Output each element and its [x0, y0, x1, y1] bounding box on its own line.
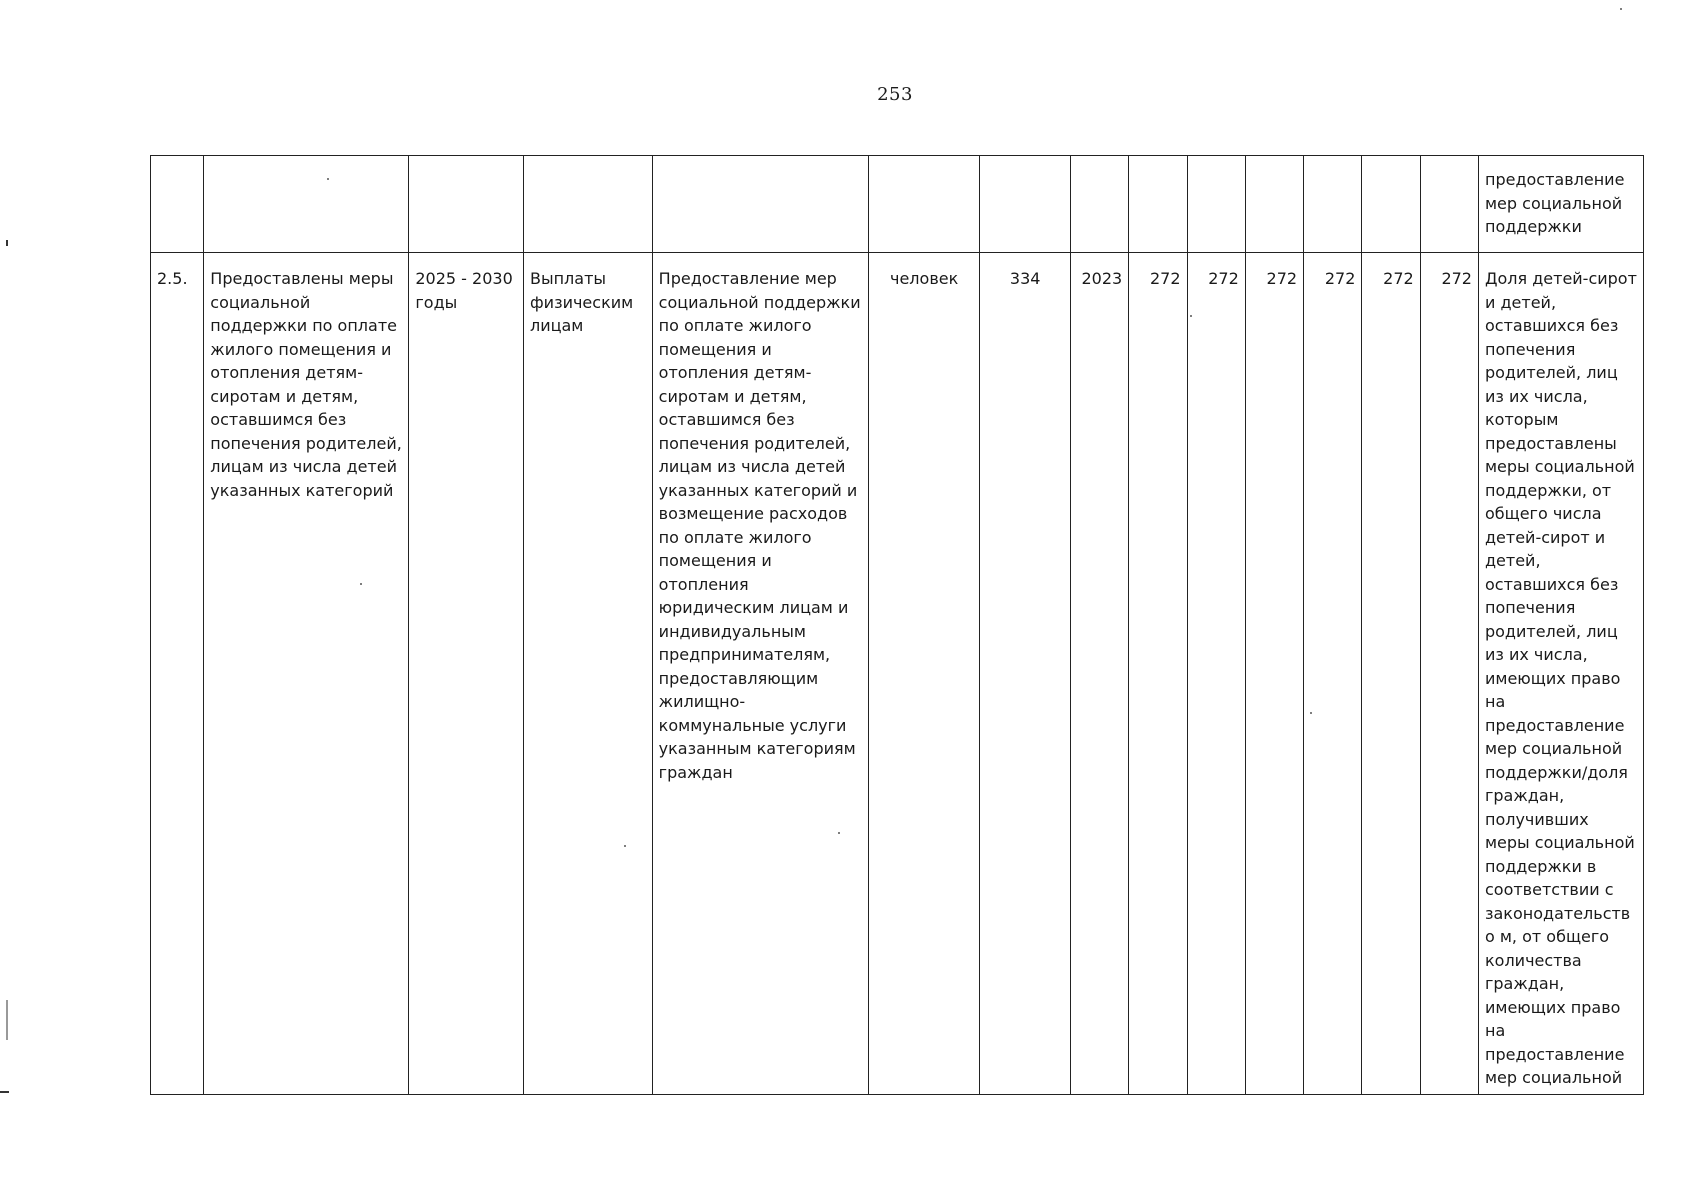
cell-empty — [409, 156, 524, 253]
cell-indicator-continued — [1478, 156, 1643, 253]
scan-speck — [1310, 712, 1312, 714]
cell-empty — [1129, 156, 1187, 253]
cell-value-2029: 272 — [1362, 253, 1420, 1095]
cell-empty — [1420, 156, 1478, 253]
table-row-continued — [151, 156, 1644, 253]
cell-period: 2025 - 2030 годы — [409, 253, 524, 1095]
measures-table — [150, 155, 1644, 1095]
cell-value-2026: 272 — [1187, 253, 1245, 1095]
cell-empty — [1362, 156, 1420, 253]
scan-speck — [360, 583, 362, 585]
scan-speck — [838, 832, 840, 834]
cell-value-2027: 272 — [1245, 253, 1303, 1095]
cell-empty — [151, 156, 204, 253]
cell-empty — [980, 156, 1070, 253]
cell-empty — [1304, 156, 1362, 253]
scan-speck — [327, 178, 329, 180]
table-row — [151, 253, 1644, 1095]
page-number: 253 — [877, 84, 913, 105]
cell-empty — [868, 156, 980, 253]
margin-mark — [6, 1000, 8, 1040]
cell-row-number: 2.5. — [151, 253, 204, 1095]
scan-speck — [624, 845, 626, 847]
scan-speck — [1620, 8, 1622, 10]
cell-unit: человек — [868, 253, 980, 1095]
cell-base-value: 334 — [980, 253, 1070, 1095]
cell-empty — [1187, 156, 1245, 253]
cell-empty — [204, 156, 409, 253]
cell-value-2028: 272 — [1304, 253, 1362, 1095]
cell-base-year: 2023 — [1070, 253, 1128, 1095]
cell-indicator: Доля детей-сирот и детей, оставшихся без попечения родителей, лиц из их числа, которым предоставлены меры социальной поддержки, от общего числа детей-сирот и детей, оставшихся без попечения родителей, лиц из их числа, имеющих право на предоставление мер социальной поддержки/доля граждан, получивших меры социальной поддержки в соответствии с законодательство м, от общего количества граждан, имеющих право на предоставление мер социальной — [1478, 253, 1643, 1095]
cell-empty — [1070, 156, 1128, 253]
indicator-continued-text: предоставление мер социальной поддержки — [1484, 170, 1625, 236]
cell-empty — [1245, 156, 1303, 253]
margin-mark — [0, 1091, 9, 1093]
cell-empty — [652, 156, 868, 253]
cell-value-2030: 272 — [1420, 253, 1478, 1095]
cell-empty — [523, 156, 652, 253]
cell-description: Предоставление мер социальной поддержки по оплате жилого помещения и отопления детям-сиротам и детям, оставшимся без попечения родителей, лицам из числа детей указанных категорий и возмещение расходов по оплате жилого помещения и отопления юридическим лицам и индивидуальным предпринимателям, предоставляющим жилищно-коммунальные услуги указанным категориям граждан — [652, 253, 868, 1095]
cell-value-2025: 272 — [1129, 253, 1187, 1095]
margin-mark — [6, 240, 8, 246]
cell-type: Выплаты физическим лицам — [523, 253, 652, 1095]
scan-speck — [1190, 315, 1192, 317]
cell-result: Предоставлены меры социальной поддержки по оплате жилого помещения и отопления детям-сиротам и детям, оставшимся без попечения родителей, лицам из числа детей указанных категорий — [204, 253, 409, 1095]
